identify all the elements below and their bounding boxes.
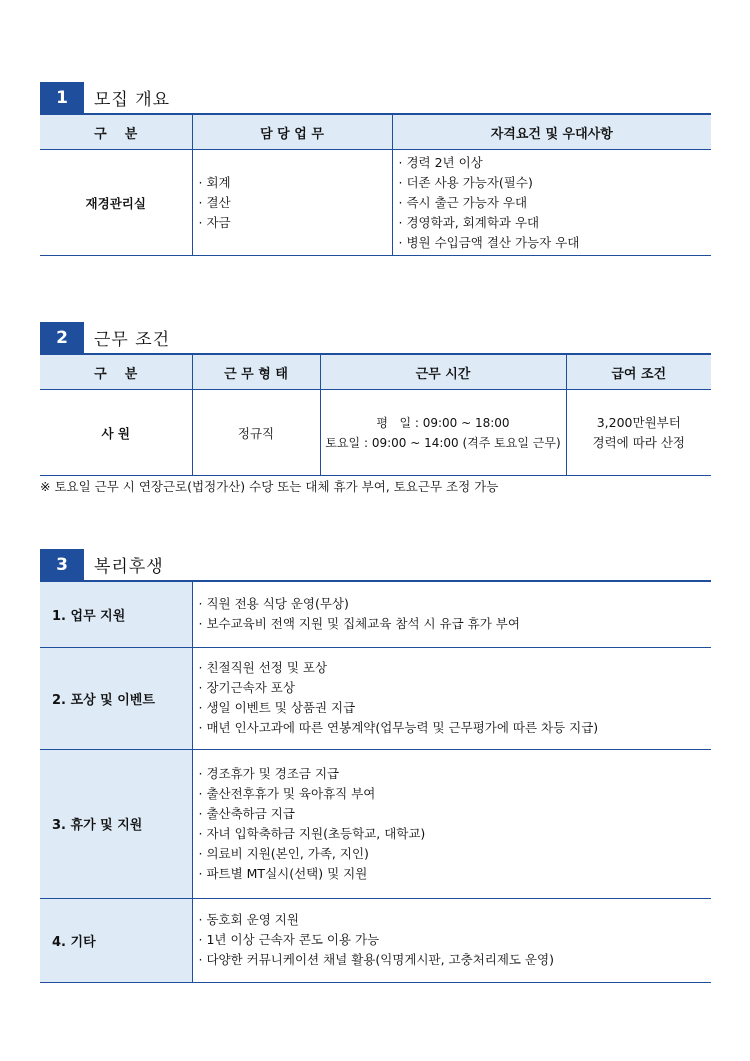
welfare-category: 1. 업무 지원 [40, 581, 192, 647]
welfare-table [40, 580, 711, 983]
header-category: 구 분 [40, 114, 192, 150]
list-item: · 매년 인사고과에 따른 연봉계약(업무능력 및 근무평가에 따른 차등 지급) [199, 718, 712, 738]
welfare-items [192, 647, 711, 749]
list-item: · 의료비 지원(본인, 가족, 지인) [199, 844, 712, 864]
position-name: 사 원 [40, 390, 192, 476]
list-item: · 회계 [199, 173, 392, 193]
header-salary: 급여 조건 [566, 354, 711, 390]
list-item: · 직원 전용 식당 운영(무상) [199, 594, 712, 614]
list-item: · 경조휴가 및 경조금 지급 [199, 764, 712, 784]
list-item: · 다양한 커뮤니케이션 채널 활용(익명게시판, 고충처리제도 운영) [199, 950, 712, 970]
work-type: 정규직 [192, 390, 320, 476]
section-number: 3 [40, 549, 84, 580]
work-conditions-table [40, 353, 711, 476]
salary-amount: 3,200만원부터 [596, 414, 681, 430]
header-requirements: 자격요건 및 우대사항 [392, 114, 711, 150]
welfare-category: 2. 포상 및 이벤트 [40, 647, 192, 749]
list-item: · 생일 이벤트 및 상품권 지급 [199, 698, 712, 718]
list-item: · 장기근속자 포상 [199, 678, 712, 698]
list-item: · 경력 2년 이상 [399, 153, 712, 173]
salary-cell [566, 390, 711, 476]
section-number: 1 [40, 82, 84, 113]
section-header [40, 82, 711, 113]
list-item: · 즉시 출근 가능자 우대 [399, 193, 712, 213]
hours-weekday: 평 일 : 09:00 ~ 18:00 [376, 415, 510, 430]
table-row [40, 581, 711, 647]
list-item: · 친절직원 선정 및 포상 [199, 658, 712, 678]
section-title: 복리후생 [94, 557, 164, 577]
list-item: · 출산전후휴가 및 육아휴직 부여 [199, 784, 712, 804]
list-item: · 파트별 MT실시(선택) 및 지원 [199, 864, 712, 884]
section-recruitment-overview [40, 82, 711, 256]
section-welfare [40, 549, 711, 983]
welfare-items [192, 898, 711, 982]
header-work-hours: 근무 시간 [320, 354, 566, 390]
duties-cell [192, 150, 392, 256]
list-item: · 1년 이상 근속자 콘도 이용 가능 [199, 930, 712, 950]
table-row [40, 749, 711, 898]
section-title: 근무 조건 [94, 330, 171, 350]
list-item: · 보수교육비 전액 지원 및 집체교육 참석 시 유급 휴가 부여 [199, 614, 712, 634]
welfare-category: 3. 휴가 및 지원 [40, 749, 192, 898]
section-number: 2 [40, 322, 84, 353]
list-item: · 병원 수입금액 결산 가능자 우대 [399, 233, 712, 253]
work-hours-cell [320, 390, 566, 476]
section-header [40, 549, 711, 580]
list-item: · 더존 사용 가능자(필수) [399, 173, 712, 193]
list-item: · 자녀 입학축하금 지원(초등학교, 대학교) [199, 824, 712, 844]
list-item: · 결산 [199, 193, 392, 213]
header-work-type: 근 무 형 태 [192, 354, 320, 390]
recruitment-table [40, 113, 711, 256]
list-item: · 경영학과, 회계학과 우대 [399, 213, 712, 233]
table-row [40, 898, 711, 982]
requirements-cell [392, 150, 711, 256]
section-title: 모집 개요 [94, 90, 171, 110]
list-item: · 출산축하금 지급 [199, 804, 712, 824]
list-item: · 동호회 운영 지원 [199, 910, 712, 930]
section-header [40, 322, 711, 353]
welfare-items [192, 581, 711, 647]
dept-name: 재경관리실 [40, 150, 192, 256]
header-category: 구 분 [40, 354, 192, 390]
table-row [40, 647, 711, 749]
salary-note: 경력에 따라 산정 [592, 434, 685, 450]
header-duties: 담 당 업 무 [192, 114, 392, 150]
section-work-conditions [40, 322, 711, 476]
saturday-note: ※ 토요일 근무 시 연장근로(법정가산) 수당 또는 대체 휴가 부여, 토요근무 조정 가능 [40, 479, 499, 494]
welfare-category: 4. 기타 [40, 898, 192, 982]
list-item: · 자금 [199, 213, 392, 233]
hours-saturday: 토요일 : 09:00 ~ 14:00 (격주 토요일 근무) [325, 435, 561, 450]
welfare-items [192, 749, 711, 898]
